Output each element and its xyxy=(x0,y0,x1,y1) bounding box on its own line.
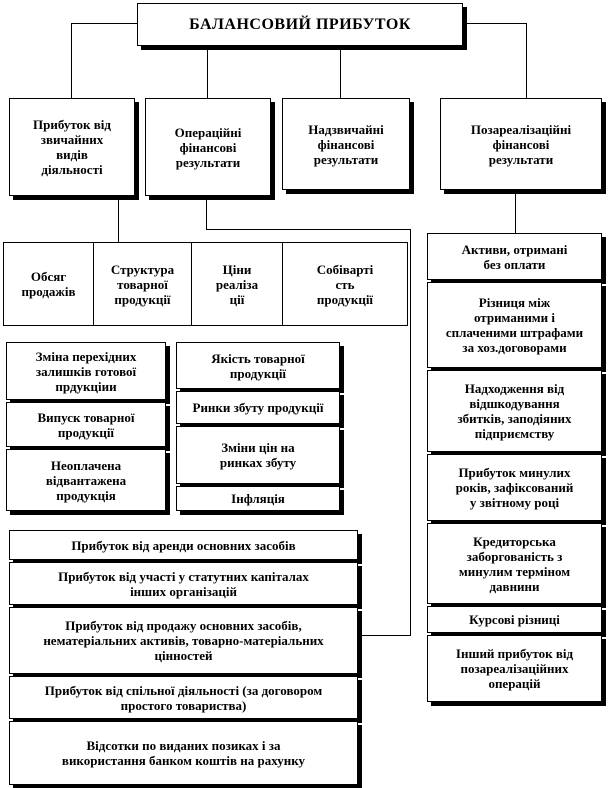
title-box: БАЛАНСОВИЙ ПРИБУТОК xyxy=(137,3,463,46)
connector xyxy=(526,23,527,98)
operating-item: Прибуток від участі у статутних капіталах інших організацій xyxy=(9,562,358,605)
connector xyxy=(410,229,411,635)
nonoperating-item: Курсові різниці xyxy=(427,606,602,633)
operating-item: Відсотки по виданих позиках і за використання банком коштів на рахунку xyxy=(9,721,358,785)
connector xyxy=(207,46,208,98)
connector xyxy=(118,196,119,242)
nonoperating-results-box: Позареалізаційні фінансові результати xyxy=(440,98,602,190)
price-item: Зміни цін на ринках збуту xyxy=(176,426,340,484)
operating-results-box: Операційні фінансові результати xyxy=(145,98,271,196)
connector xyxy=(206,229,411,230)
factor-cost: Собіварті сть продукції xyxy=(282,242,408,326)
nonoperating-item: Надходження від відшкодування збитків, заподіяних підприємству xyxy=(427,370,602,452)
nonoperating-item: Прибуток минулих років, зафіксований у звітному році xyxy=(427,454,602,521)
volume-item: Неоплачена відвантажена продукція xyxy=(6,449,166,511)
connector xyxy=(515,190,516,233)
operating-item: Прибуток від аренди основних засобів xyxy=(9,530,358,560)
operating-item: Прибуток від спільної діяльності (за договором простого товариства) xyxy=(9,676,358,719)
price-item: Якість товарної продукції xyxy=(176,342,340,389)
connector xyxy=(463,23,526,24)
nonoperating-item: Кредиторська заборгованість з минулим терміном давнини xyxy=(427,523,602,604)
nonoperating-item: Активи, отримані без оплати xyxy=(427,233,602,280)
volume-item: Випуск товарної продукції xyxy=(6,402,166,447)
ordinary-activity-box: Прибуток від звичайних видів діяльності xyxy=(9,98,135,196)
factor-structure: Структура товарної продукції xyxy=(93,242,192,326)
connector xyxy=(206,196,207,229)
connector xyxy=(71,23,137,24)
connector xyxy=(340,46,341,98)
operating-item: Прибуток від продажу основних засобів, нематеріальних активів, товарно-матеріальних цінностей xyxy=(9,607,358,674)
price-item: Ринки збуту продукції xyxy=(176,391,340,424)
factor-prices: Ціни реаліза ції xyxy=(191,242,283,326)
nonoperating-item: Інший прибуток від позареалізаційних операцій xyxy=(427,635,602,702)
extraordinary-results-box: Надзвичайні фінансові результати xyxy=(282,98,410,190)
nonoperating-item: Різниця між отриманими і сплаченими штрафами за хоз.договорами xyxy=(427,282,602,368)
price-item: Інфляція xyxy=(176,486,340,511)
connector xyxy=(359,635,411,636)
volume-item: Зміна перехідних залишків готової прдукціии xyxy=(6,342,166,400)
connector xyxy=(71,23,72,98)
factor-volume: Обсяг продажів xyxy=(3,242,94,326)
